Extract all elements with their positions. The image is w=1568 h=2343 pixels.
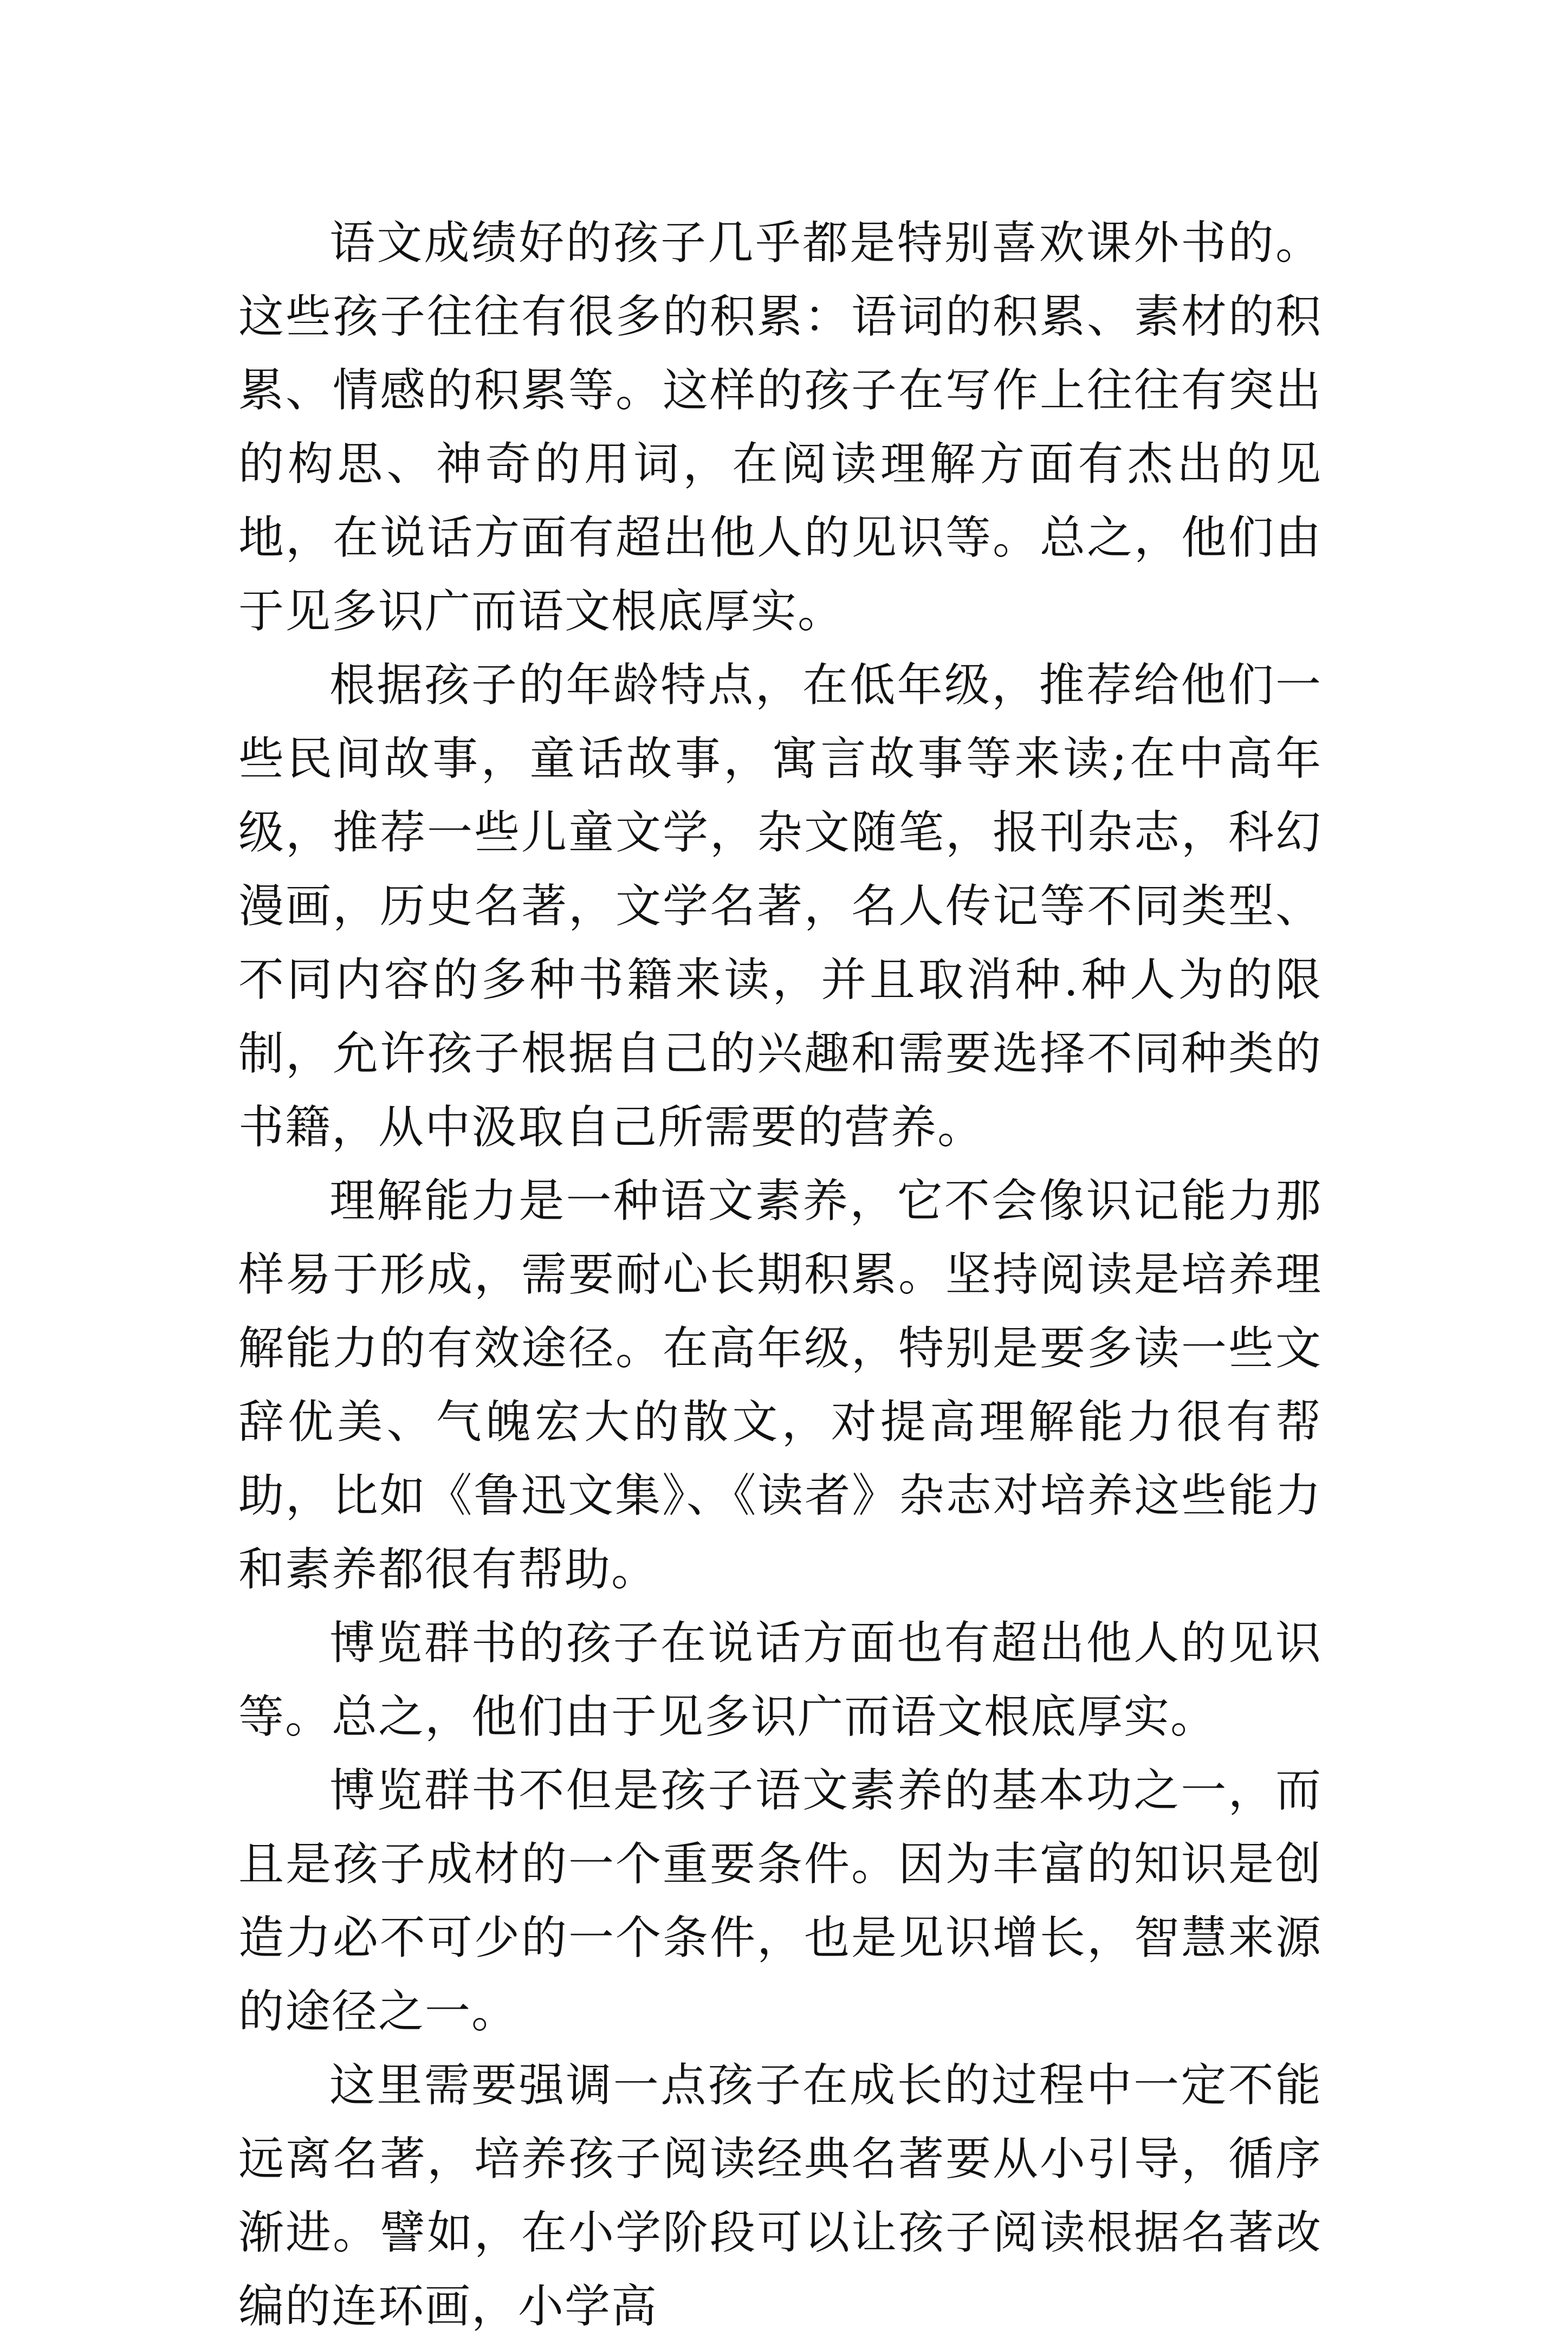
body-text	[238, 206, 1322, 2343]
paragraph-5: 博览群书不但是孩子语文素养的基本功之一，而且是孩子成材的一个重要条件。因为丰富的知识是创造力必不可少的一个条件，也是见识增长，智慧来源的途径之一。	[238, 1764, 1322, 2038]
paragraph-6: 这里需要强调一点孩子在成长的过程中一定不能远离名著，培养孩子阅读经典名著要从小引导，循序渐进。譬如，在小学阶段可以让孩子阅读根据名著改编的连环画，小学高	[238, 2059, 1322, 2333]
paragraph-3: 理解能力是一种语文素养，它不会像识记能力那样易于形成，需要耐心长期积累。坚持阅读是培养理解能力的有效途径。在高年级，特别是要多读一些文辞优美、气魄宏大的散文，对提高理解能力很有帮助，比如《鲁迅文集》、《读者》杂志对培养这些能力和素养都很有帮助。	[238, 1174, 1322, 1596]
paragraph-2: 根据孩子的年龄特点，在低年级，推荐给他们一些民间故事，童话故事，寓言故事等来读;在中高年级，推荐一些儿童文学，杂文随笔，报刊杂志，科幻漫画，历史名著，文学名著，名人传记等不同类型、不同内容的多种书籍来读，并且取消种.种人为的限制，允许孩子根据自己的兴趣和需要选择不同种类的书籍，从中汲取自己所需要的营养。	[238, 658, 1322, 1154]
paragraph-1: 语文成绩好的孩子几乎都是特别喜欢课外书的。这些孩子往往有很多的积累：语词的积累、素材的积累、情感的积累等。这样的孩子在写作上往往有突出的构思、神奇的用词，在阅读理解方面有杰出的见地，在说话方面有超出他人的见识等。总之，他们由于见多识广而语文根底厚实。	[238, 216, 1322, 638]
paragraph-4: 博览群书的孩子在说话方面也有超出他人的见识等。总之，他们由于见多识广而语文根底厚实。	[238, 1616, 1322, 1743]
